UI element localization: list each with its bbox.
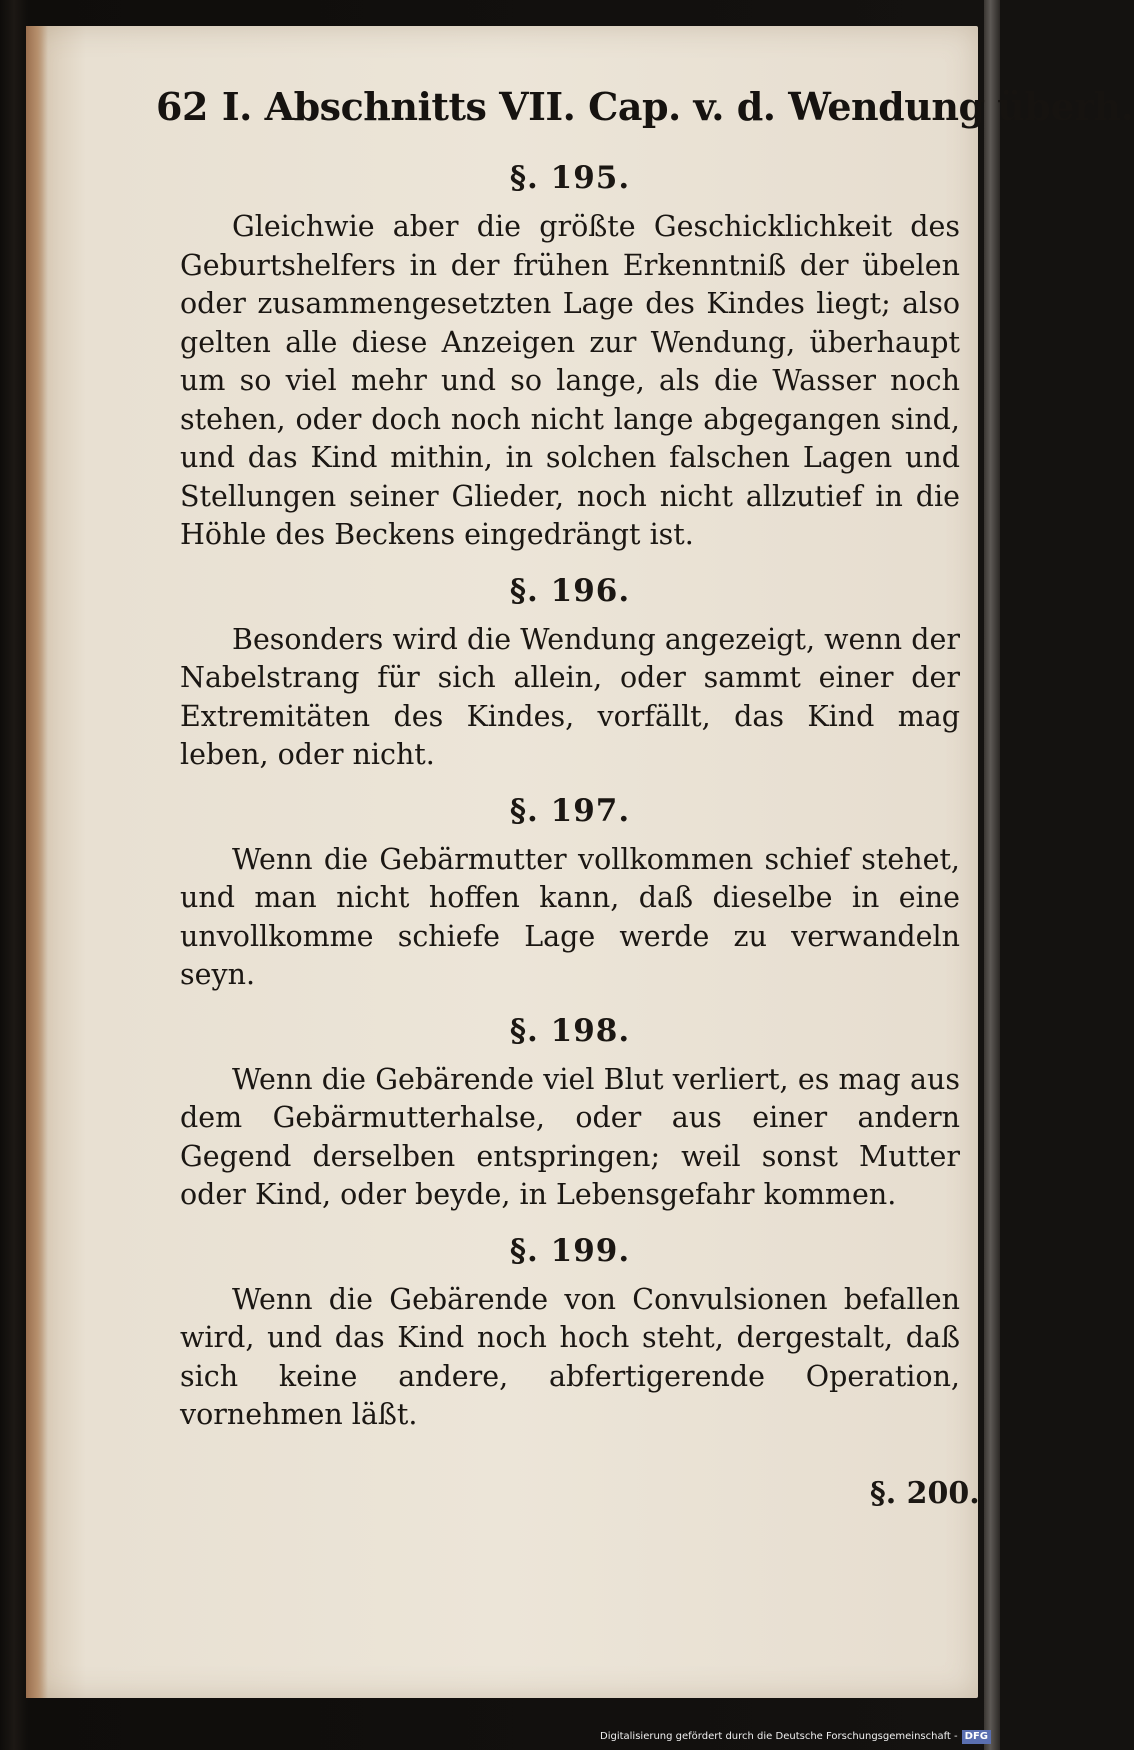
section-199 — [180, 1233, 960, 1435]
section-196 — [180, 573, 960, 775]
section-text: Gleichwie aber die größte Geschicklichkeit des Geburtshelfers in der frühen Erkenntniß der übelen oder zusammengesetzten Lage des Kindes liegt; also gelten alle diese Anzeigen zur Wendung, überhaupt um so viel mehr und so lange, als die Wasser noch stehen, oder doch noch nicht lange abgegangen sind, und das Kind mithin, in solchen falschen Lagen und Stellungen seiner Glieder, noch nicht allzutief in die Höhle des Beckens eingedrängt ist. — [180, 210, 960, 551]
section-number: §. 195. — [509, 160, 631, 196]
section-197 — [180, 793, 960, 995]
page-number: 62 — [156, 84, 208, 129]
section-text: Besonders wird die Wendung angezeigt, wenn der Nabelstrang für sich allein, oder sammt einer der Extremitäten des Kindes, vorfällt, das Kind mag leben, oder nicht. — [180, 622, 960, 771]
page-body — [180, 150, 960, 1453]
section-text: Wenn die Gebärmutter vollkommen schief stehet, und man nicht hoffen kann, daß dieselbe in eine unvollkomme schiefe Lage werde zu verwandeln seyn. — [180, 842, 960, 991]
section-198 — [180, 1013, 960, 1215]
section-number: §. 198. — [509, 1012, 631, 1049]
catchword: §. 200. — [870, 1476, 980, 1511]
dfg-logo: DFG — [962, 1730, 991, 1744]
running-header — [156, 84, 1134, 144]
section-number: §. 196. — [509, 572, 631, 609]
footer-credit: Digitalisierung gefördert durch die Deutsche Forschungsgemeinschaft - — [600, 1731, 958, 1742]
section-195 — [180, 160, 960, 555]
section-text: Wenn die Gebärende viel Blut verliert, es mag aus dem Gebärmutterhalse, oder aus einer andern Gegend derselben entspringen; weil sonst Mutter oder Kind, oder beyde, in Lebensgefahr kommen. — [180, 1062, 960, 1211]
digitization-footer — [600, 1728, 988, 1746]
header-title: I. Abschnitts VII. Cap. v. d. Wendung überh. — [221, 84, 1134, 129]
section-number: §. 197. — [509, 792, 631, 829]
book-edge — [984, 0, 1000, 1750]
section-number: §. 199. — [509, 1232, 631, 1269]
page-spine-shadow — [26, 26, 48, 1698]
section-text: Wenn die Gebärende von Convulsionen befallen wird, und das Kind noch hoch steht, dergestalt, daß sich keine andere, abfertigerende Operation, vornehmen läßt. — [180, 1282, 960, 1431]
